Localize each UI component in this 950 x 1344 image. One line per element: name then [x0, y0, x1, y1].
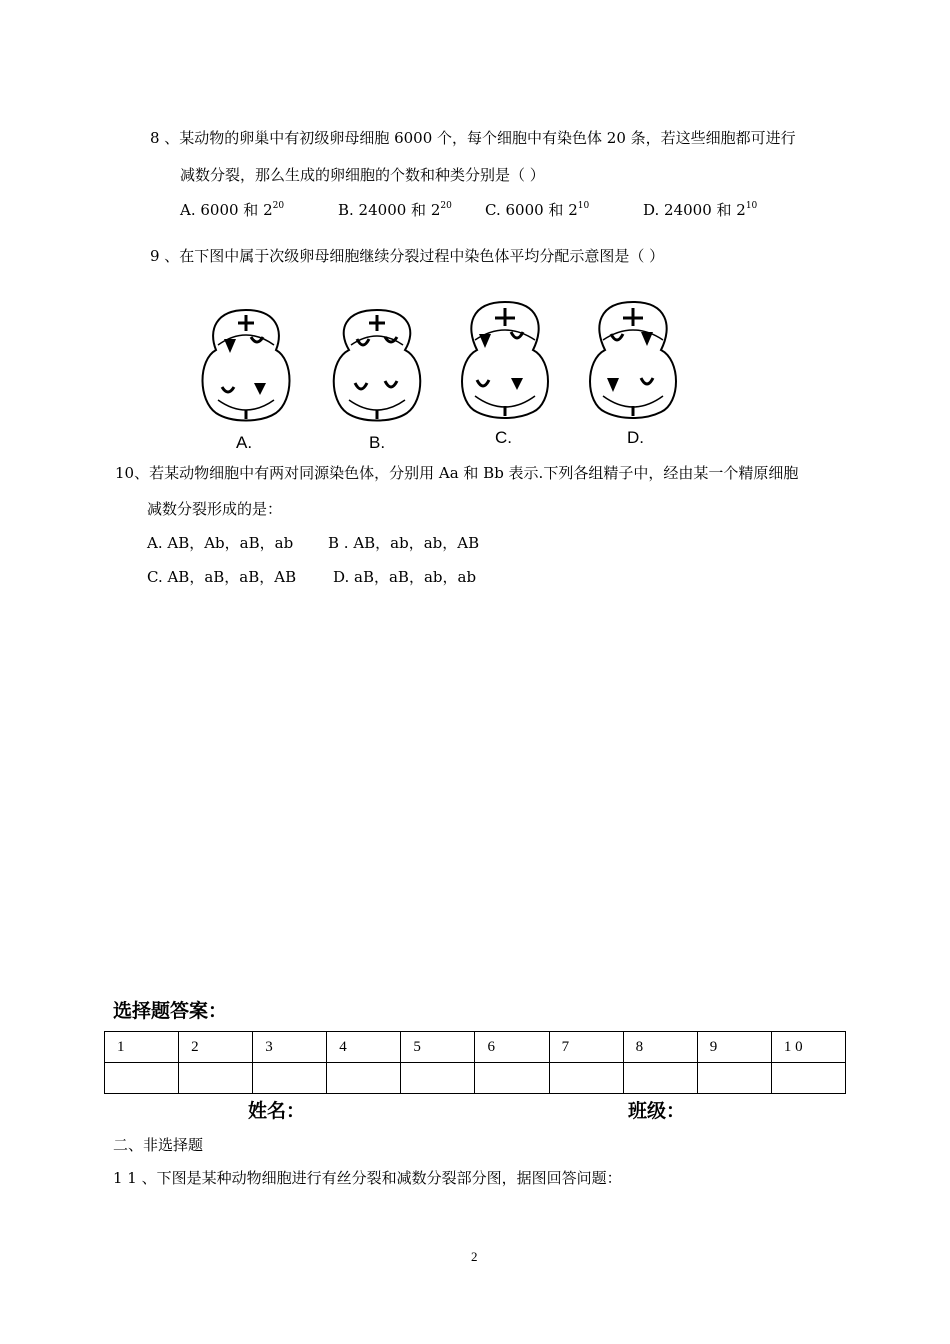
answer-heading: 选择题答案： [113, 1000, 228, 1022]
section2-heading: 二、非选择题 [113, 1136, 204, 1154]
answer-cell-4[interactable] [327, 1063, 401, 1094]
q9-line1: 9 、在下图中属于次级卵母细胞继续分裂过程中染色体平均分配示意图是（ ） [150, 247, 665, 265]
figure-label-a: A. [236, 433, 253, 452]
answer-col-4: 4 [327, 1032, 401, 1063]
cell-figure-a [196, 305, 296, 452]
answer-cell-8[interactable] [623, 1063, 697, 1094]
answer-col-2: 2 [179, 1032, 253, 1063]
q10-option-a: A. AB，Ab，aB，ab [147, 534, 294, 552]
answer-cell-9[interactable] [697, 1063, 771, 1094]
q8-option-a: A. 6000 和 $2^{20}$ [180, 201, 285, 219]
q8-option-d: D. 24000 和 $2^{10}$ [643, 201, 758, 219]
q10-line2: 减数分裂形成的是： [147, 500, 283, 518]
class-label: 班级： [628, 1100, 686, 1122]
answer-col-10: 1 0 [771, 1032, 845, 1063]
q8-option-b: B. 24000 和 $2^{20}$ [338, 201, 452, 219]
answer-col-5: 5 [401, 1032, 475, 1063]
q10-line1: 10、若某动物细胞中有两对同源染色体，分别用 Aa 和 Bb 表示.下列各组精子中，经由某一个精原细胞 [115, 464, 799, 482]
figure-label-d: D. [627, 428, 644, 447]
answer-cell-3[interactable] [253, 1063, 327, 1094]
answer-cell-2[interactable] [179, 1063, 253, 1094]
figure-label-b: B. [369, 433, 386, 452]
q8-option-c: C. 6000 和 $2^{10}$ [485, 201, 590, 219]
q11-line1: 1 1 、下图是某种动物细胞进行有丝分裂和减数分裂部分图，据图回答问题： [113, 1169, 622, 1187]
answer-cell-7[interactable] [549, 1063, 623, 1094]
name-label: 姓名： [248, 1100, 306, 1122]
answer-col-7: 7 [549, 1032, 623, 1063]
q10-option-b: B . AB，ab，ab，AB [328, 534, 480, 552]
answer-cell-5[interactable] [401, 1063, 475, 1094]
answer-col-6: 6 [475, 1032, 549, 1063]
q10-option-c: C. AB，aB，aB，AB [147, 568, 297, 586]
answer-col-9: 9 [697, 1032, 771, 1063]
cell-figure-c [455, 298, 555, 447]
page-number: 2 [471, 1249, 478, 1264]
figure-label-c: C. [495, 428, 512, 447]
answer-header-row [105, 1032, 846, 1063]
q10-option-d: D. aB，aB，ab，ab [333, 568, 477, 586]
q8-line1: 8 、某动物的卵巢中有初级卵母细胞 6000 个，每个细胞中有染色体 20 条，若这些细胞都可进行 [150, 129, 796, 147]
answer-input-row [105, 1063, 846, 1094]
cell-figure-d [583, 298, 683, 447]
answer-col-3: 3 [253, 1032, 327, 1063]
answer-col-8: 8 [623, 1032, 697, 1063]
answer-table [104, 1031, 846, 1094]
answer-cell-6[interactable] [475, 1063, 549, 1094]
q8-line2: 减数分裂，那么生成的卵细胞的个数和种类分别是（ ） [180, 166, 545, 184]
cell-figure-b [327, 305, 427, 452]
answer-cell-1[interactable] [105, 1063, 179, 1094]
answer-col-1: 1 [105, 1032, 179, 1063]
answer-cell-10[interactable] [771, 1063, 845, 1094]
